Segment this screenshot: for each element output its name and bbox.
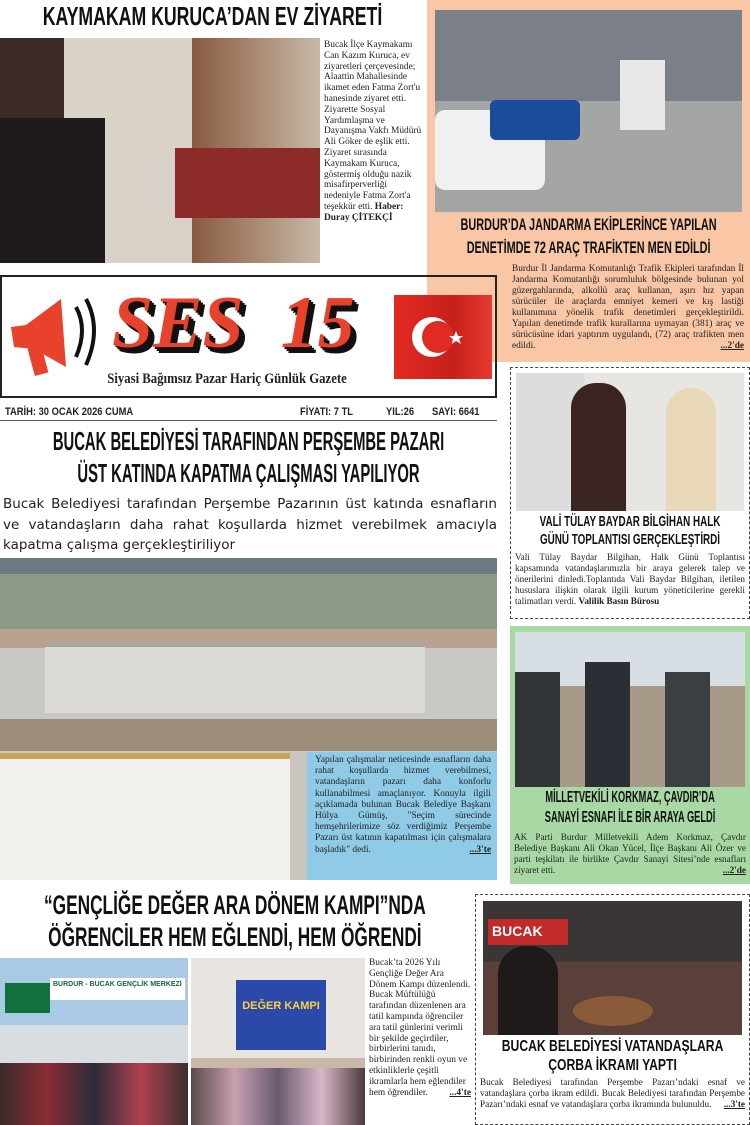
story3-text-box: Yapılan çalışmalar neticesinde esnafların daha rahat koşullarda hizmet verebilmesi, vatandaşların pazarı daha konforlu kullanabilmesi amaçlanıyor. Konuyla ilgili açıklamada bulunan Bucak Belediye Başkanı Hülya Gümüş, "Seçim sürecinde hemşehrilerimize söz verdiğimiz Perşembe Pazarı üst katının kapatılması için çalışmalara başladık" dedi. ...3'te [307,752,497,880]
story6-headline-2[interactable]: ÖĞRENCİLER HEM EĞLENDİ, HEM ÖĞRENDİ [48,922,422,952]
story2-headline-2[interactable]: DENETİMDE 72 ARAÇ TRAFİKTEN MEN EDİLDİ [466,238,711,257]
story7-photo [483,901,742,1035]
megaphone-icon [6,287,106,377]
story6-photo-1 [0,958,188,1125]
issue-info-bar [0,406,497,421]
story2-headline-1[interactable]: BURDUR’DA JANDARMA EKİPLERİNCE YAPILAN [460,215,717,234]
story4-headline-2[interactable]: GÜNÜ TOPLANTISI GERÇEKLEŞTİRDİ [539,532,721,548]
story6-text: Bucak’ta 2026 Yılı Gençliğe Değer Ara Dönem Kampı düzenlendi. Bucak Müftülüğü tarafından düzenlenen ara tatil kampında öğrenciler ara tatil günlerini verimli bir şekilde geçirdiler, birbirlerini tanıdı, birbirinden renkli oyun ve etkinliklerle çeşitli ikramlarla hem eğlendiler hem öğrendiler. ...4'te [369,958,471,1098]
story3-more-link[interactable]: ...3'te [469,844,491,855]
story1-headline[interactable]: KAYMAKAM KURUCA’DAN EV ZİYARETİ [42,1,383,31]
story7-more-link[interactable]: ...3'te [723,1099,745,1109]
story6-photo-2 [191,958,365,1125]
story2-more-link[interactable]: ...2'de [720,341,744,351]
story7-headline-2[interactable]: ÇORBA İKRAMI YAPTI [548,1057,677,1074]
story6-headline-1[interactable]: “GENÇLİĞE DEĞER ARA DÖNEM KAMPI”NDA [43,890,426,920]
story4-text: Vali Tülay Baydar Bilgihan, Halk Günü Toplantısı kapsamında vatandaşlarımızla bir araya gelerek talep ve önerilerini dinledi.Toplantıda Vali Baydar Bilgihan, iletilen hususlara ilişkin olarak ilgili kurum yöneticilerine gerekli talimatları verdi. Valilik Basın Bürosu [515,552,745,606]
story1-text: Bucak İlçe Kaymakamı Can Kazım Kuruca, ev ziyaretleri çerçevesinde; Alaattin Mahallesinde ikamet eden Fatma Zort'u hanesinde ziyaret etti. Ziyarette Sosyal Yardımlaşma ve Dayanışma Vakfı Müdürü Ali Göker de eşlik etti. Ziyaret sırasında Kaymakam Kuruca, göstermiş olduğu nazik misafirperverliği nedeniyle Fatma Zort'a teşekkür etti. Haber: Duray ÇİTEKÇİ [324,40,422,223]
story4-headline-1[interactable]: VALİ TÜLAY BAYDAR BİLGİHAN HALK [539,514,721,530]
story7-text: Bucak Belediyesi tarafından Perşembe Pazarı’ndaki esnaf ve vatandaşlara çorba ikram edildi. Bucak Belediyesi tarafından Perşembe Pazarı’ndaki esnaf ve vatandaşlara çorba ikramında bulunuldu. ...3'te [480,1077,745,1109]
story3-headline-1[interactable]: BUCAK BELEDİYESİ TARAFINDAN PERŞEMBE PAZARI [52,426,445,456]
logo-ses: SES [112,282,244,364]
story3-headline-2[interactable]: ÜST KATINDA KAPATMA ÇALIŞMASI YAPILIYOR [77,458,420,488]
story3-subtitle: Bucak Belediyesi tarafından Perşembe Pazarının üst katında esnafların ve vatandaşların daha rahat koşullarda hizmet verebilmek amacıyla kapatma çalışma gerçekleştiriliyor [3,496,497,553]
story5-more-link[interactable]: ...2'de [722,865,746,875]
story7-headline-1[interactable]: BUCAK BELEDİYESİ VATANDAŞLARA [501,1038,724,1055]
photo-sign: BUCAK [488,919,568,945]
story5-headline-1[interactable]: MİLLETVEKİLİ KORKMAZ, ÇAVDIR’DA [545,789,715,806]
logo-15: 15 [280,282,355,364]
story5-photo [515,632,745,787]
issue-number: SAYI: 6641 [432,406,480,418]
story6-more-link[interactable]: ...4'te [449,1087,471,1098]
photo-banner: DEĞER KAMPI [236,980,326,1050]
turkish-flag-icon [394,295,492,379]
issue-year: YIL:26 [386,406,415,418]
slogan: Siyasi Bağımsız Pazar Hariç Günlük Gazete [107,371,347,387]
story5-text: AK Parti Burdur Milletvekili Adem Korkmaz, Çavdır Belediye Başkanı Ali Okan Yücel, İlçe Başkanı Ali Özer ve parti teşkilatı ile birlikte Çavdır Sanayi Sitesi’nde esnafları ziyaret etti. ...2'de [514,832,746,875]
masthead [0,275,497,398]
issue-price: FİYATI: 7 TL [300,406,353,418]
story5-headline-2[interactable]: SANAYİ ESNAFI İLE BİR ARAYA GELDİ [544,809,716,826]
story2-photo [435,10,742,212]
story2-text: Burdur İl Jandarma Komutanlığı Trafik Ekipleri tarafından İl Jandarma Komutanlığı sorumluluk bölgesinde bulunan yol güzergahlarında, alkollü araç kullanan, aşırı hız yapan sürücüler ile araçlarda emniyet kemeri ve kış lastiği kullanımına yönelik trafik denetimleri gerçekleştirildi. Yapılan denetimde trafik kurallarına uymayan (381) araç ve sürücüsüne idari yaptırım uygulandı, (72) araç trafikten men edildi. ...2'de [512,264,744,351]
issue-date: TARİH: 30 OCAK 2026 CUMA [5,406,134,418]
story1-photo [0,38,320,263]
story4-photo [516,373,744,511]
photo-sign: BURDUR - BUCAK GENÇLİK MERKEZİ [50,978,185,1000]
